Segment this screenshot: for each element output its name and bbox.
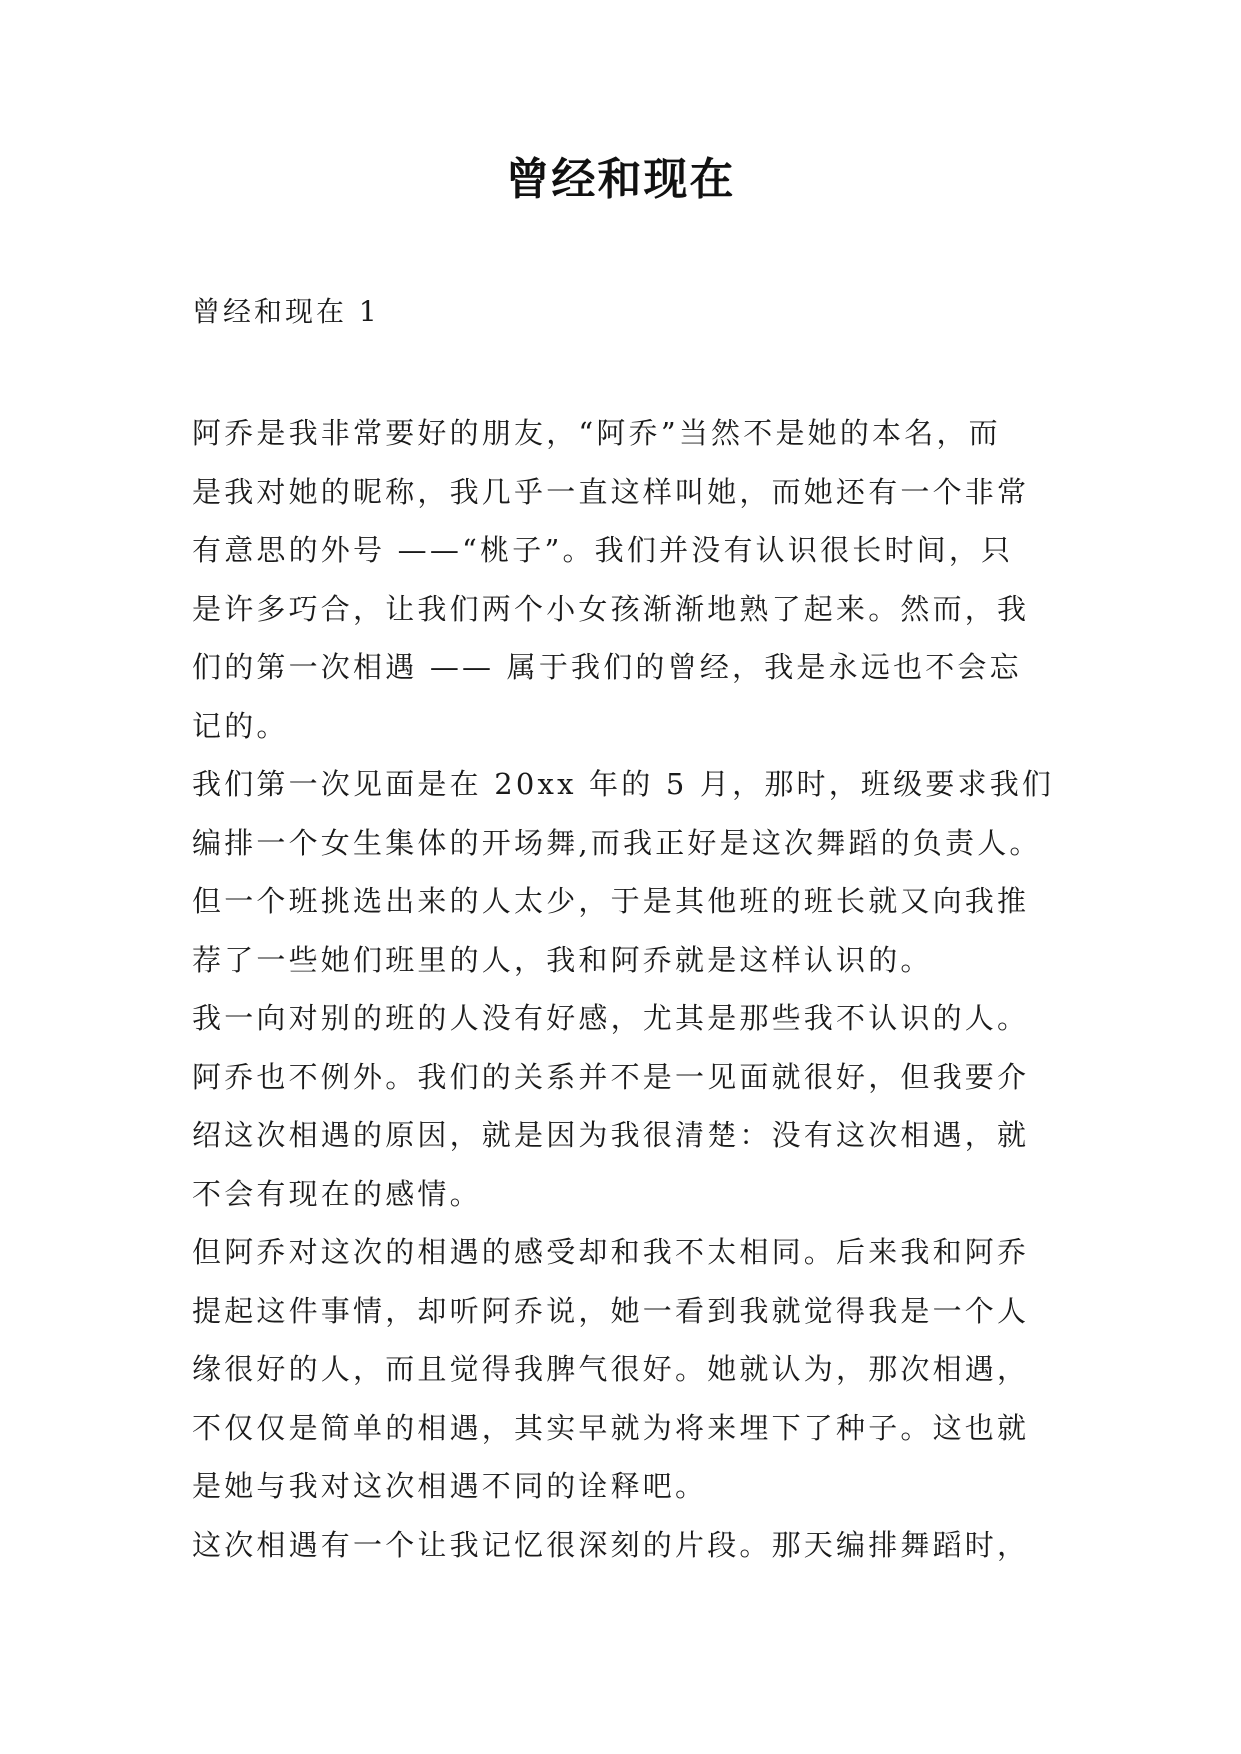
text-line: 我一向对别的班的人没有好感，尤其是那些我不认识的人。 xyxy=(192,1001,1030,1035)
text-line: 提起这件事情，却听阿乔说，她一看到我就觉得我是一个人 xyxy=(192,1293,1030,1328)
section-heading: 曾经和现在 1 xyxy=(192,295,380,328)
text-line: 但阿乔对这次的相遇的感受却和我不太相同。后来我和阿乔 xyxy=(192,1235,1030,1269)
text-line: 是她与我对这次相遇不同的诠释吧。 xyxy=(192,1469,708,1503)
text-line: 这次相遇有一个让我记忆很深刻的片段。那天编排舞蹈时， xyxy=(192,1527,1030,1562)
text-line: 们的第一次相遇 —— 属于我们的曾经，我是永远也不会忘 xyxy=(192,650,1022,684)
text-line: 荐了一些她们班里的人，我和阿乔就是这样认识的。 xyxy=(192,942,933,977)
text-line: 编排一个女生集体的开场舞,而我正好是这次舞蹈的负责人。 xyxy=(192,825,1042,860)
text-line: 我们第一次见面是在 20xx 年的 5 月，那时，班级要求我们 xyxy=(192,767,1055,801)
text-line: 有意思的外号 ——“桃子”。我们并没有认识很长时间，只 xyxy=(192,533,1014,567)
text-line: 不仅仅是简单的相遇，其实早就为将来埋下了种子。这也就 xyxy=(192,1410,1030,1445)
text-line: 是我对她的昵称，我几乎一直这样叫她，而她还有一个非常 xyxy=(192,474,1030,509)
text-line: 但一个班挑选出来的人太少，于是其他班的班长就又向我推 xyxy=(192,884,1030,918)
text-line: 是许多巧合，让我们两个小女孩渐渐地熟了起来。然而，我 xyxy=(192,591,1030,626)
text-line: 缘很好的人，而且觉得我脾气很好。她就认为，那次相遇， xyxy=(192,1352,1030,1386)
body-text xyxy=(192,404,1055,1574)
text-line: 不会有现在的感情。 xyxy=(192,1176,482,1211)
text-line: 阿乔也不例外。我们的关系并不是一见面就很好，但我要介 xyxy=(192,1059,1030,1094)
text-line: 绍这次相遇的原因，就是因为我很清楚：没有这次相遇，就 xyxy=(192,1118,1030,1152)
text-line: 记的。 xyxy=(192,708,289,743)
text-line: 阿乔是我非常要好的朋友，“阿乔”当然不是她的本名，而 xyxy=(192,416,1001,450)
document-title: 曾经和现在 xyxy=(505,154,736,205)
